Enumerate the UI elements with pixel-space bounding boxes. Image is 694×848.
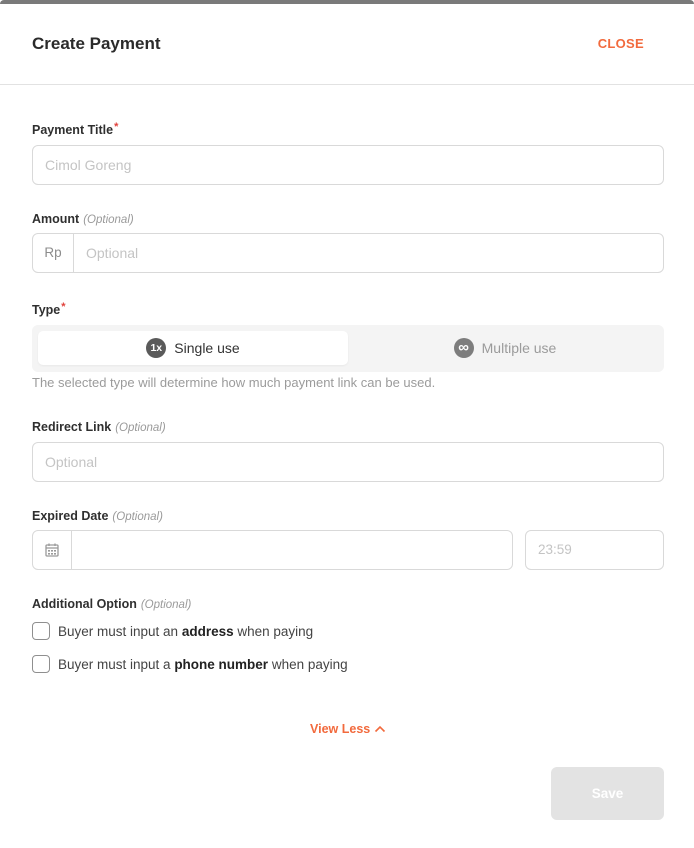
currency-prefix: Rp bbox=[33, 234, 74, 272]
payment-title-label: Payment Title* bbox=[32, 121, 119, 137]
single-use-icon: 1x bbox=[146, 338, 166, 358]
amount-input[interactable] bbox=[32, 233, 664, 273]
optional-hint: (Optional) bbox=[112, 511, 163, 523]
type-selector bbox=[32, 325, 664, 372]
amount-placeholder: Optional bbox=[86, 245, 139, 261]
optional-hint: (Optional) bbox=[83, 214, 134, 226]
expired-date-input[interactable] bbox=[32, 530, 513, 570]
amount-label: Amount (Optional) bbox=[32, 212, 134, 226]
payment-title-input[interactable] bbox=[32, 145, 664, 185]
expired-time-placeholder: 23:59 bbox=[538, 542, 572, 557]
phone-option[interactable] bbox=[32, 654, 348, 674]
address-checkbox[interactable] bbox=[32, 622, 50, 640]
address-option-text: Buyer must input an address when paying bbox=[58, 623, 314, 639]
type-option-single-use[interactable] bbox=[38, 331, 348, 365]
type-helper-text: The selected type will determine how much payment link can be used. bbox=[32, 375, 436, 390]
modal-title: Create Payment bbox=[32, 34, 161, 53]
infinity-icon: ∞ bbox=[454, 338, 474, 358]
type-option-label: Single use bbox=[174, 340, 240, 356]
redirect-link-placeholder: Optional bbox=[45, 454, 98, 470]
chevron-up-icon bbox=[374, 724, 386, 734]
type-option-multiple-use[interactable] bbox=[352, 331, 658, 365]
optional-hint: (Optional) bbox=[140, 599, 192, 611]
additional-option-label: Additional Option (Optional) bbox=[32, 597, 192, 611]
required-mark: * bbox=[61, 301, 66, 313]
redirect-link-input[interactable] bbox=[32, 442, 664, 482]
save-button[interactable]: Save bbox=[551, 767, 664, 820]
redirect-link-label: Redirect Link (Optional) bbox=[32, 420, 166, 434]
view-less-label: View Less bbox=[310, 722, 371, 736]
phone-option-text: Buyer must input a phone number when paying bbox=[58, 656, 348, 672]
address-option[interactable] bbox=[32, 621, 313, 641]
payment-title-placeholder: Cimol Goreng bbox=[45, 157, 132, 173]
optional-hint: (Optional) bbox=[115, 422, 166, 434]
view-less-link[interactable] bbox=[310, 722, 386, 736]
expired-date-label: Expired Date (Optional) bbox=[32, 509, 163, 523]
type-label: Type* bbox=[32, 301, 66, 317]
required-mark: * bbox=[114, 121, 119, 133]
close-button[interactable]: CLOSE bbox=[597, 36, 644, 51]
modal-header bbox=[0, 4, 694, 85]
calendar-icon[interactable] bbox=[33, 531, 72, 569]
expired-time-input[interactable] bbox=[525, 530, 664, 570]
type-option-label: Multiple use bbox=[481, 340, 557, 356]
phone-checkbox[interactable] bbox=[32, 655, 50, 673]
